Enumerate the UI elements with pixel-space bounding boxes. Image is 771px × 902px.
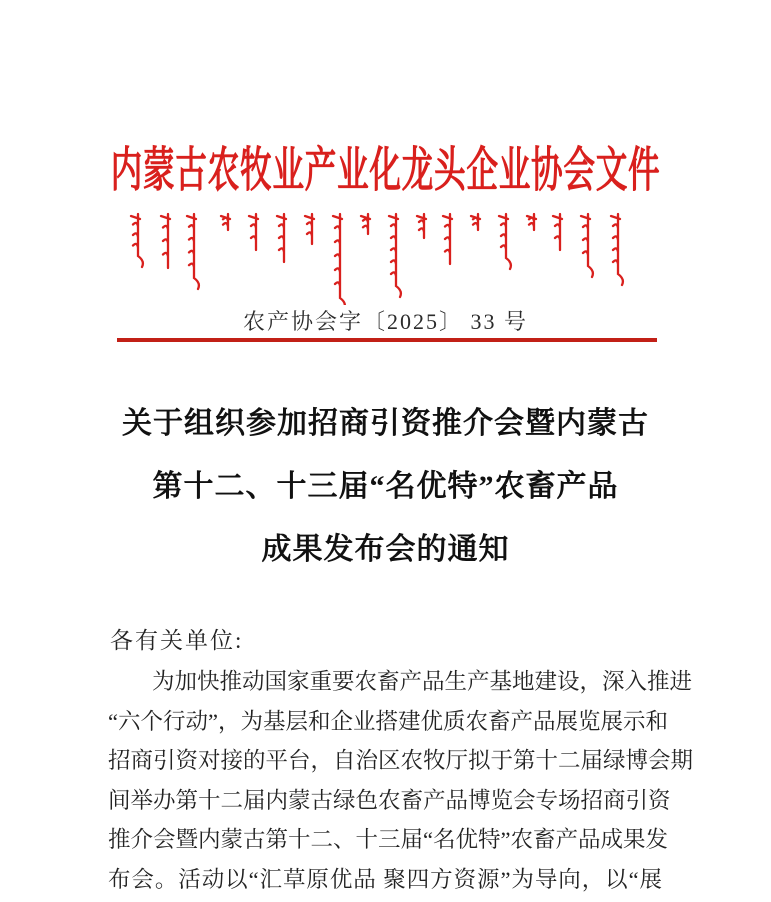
red-divider <box>117 338 657 342</box>
salutation: 各有关单位: <box>110 628 244 653</box>
body-line: 布会。活动以“汇草原优品 聚四方资源”为导向，以“展 <box>108 866 662 892</box>
org-title: 内蒙古农牧业产业化龙头企业协会文件 <box>110 144 661 197</box>
body-line: 推介会暨内蒙古第十二、十三届“名优特”农畜产品成果发 <box>108 827 668 852</box>
document-letterhead <box>0 142 771 200</box>
body-line: 间举办第十二届内蒙古绿色农畜产品博览会专场招商引资 <box>108 787 671 813</box>
title-line: 关于组织参加招商引资推介会暨内蒙古 <box>122 407 649 440</box>
body-line: 为加快推动国家重要农畜产品生产基地建设，深入推进 <box>152 669 693 694</box>
body-line: “六个行动”，为基层和企业搭建优质农畜产品展览展示和 <box>108 708 668 734</box>
body-paragraph <box>108 662 694 899</box>
title-line: 成果发布会的通知 <box>261 533 510 566</box>
title-line: 第十二、十三届“名优特”农畜产品 <box>152 470 619 503</box>
document-title <box>0 392 771 581</box>
mongolian-script <box>0 211 771 305</box>
doc-number: 农产协会字〔2025〕 33 号 <box>242 309 528 334</box>
mongolian-script-glyphs <box>128 211 644 305</box>
body-line: 招商引资对接的平台，自治区农牧厅拟于第十二届绿博会期 <box>108 748 694 773</box>
